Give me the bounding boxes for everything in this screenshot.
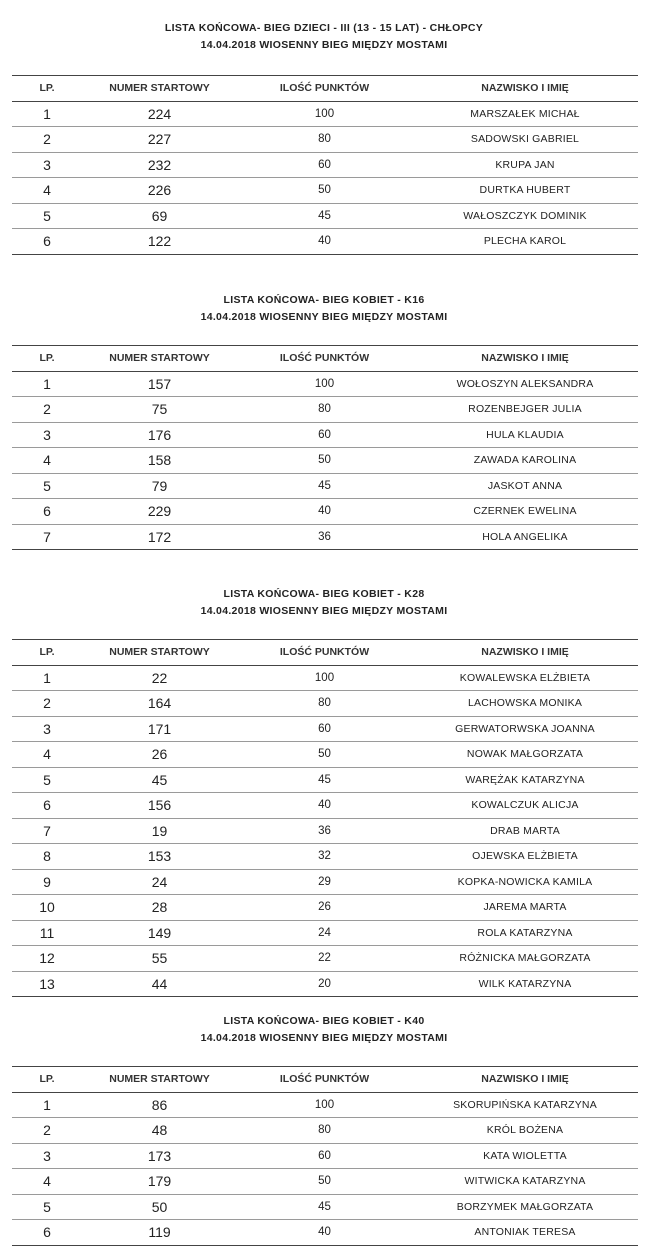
results-table [12,1066,638,1246]
points-cell: 100 [314,377,335,390]
lp-cell: 13 [39,975,55,992]
bib-number-cell: 179 [147,1173,172,1190]
bib-number-cell: 226 [147,182,172,199]
event-date-title: 14.04.2018 WIOSENNY BIEG MIĘDZY MOSTAMI [200,1032,448,1044]
lp-cell: 11 [39,924,55,941]
table-row [12,229,638,255]
event-date-title: 14.04.2018 WIOSENNY BIEG MIĘDZY MOSTAMI [200,605,448,617]
lp-cell: 6 [43,233,51,250]
lp-cell: 1 [43,105,51,122]
section-title [0,20,648,54]
header-points: ILOŚĆ PUNKTÓW [279,82,370,95]
table-header-row [12,1067,638,1093]
points-cell: 40 [318,1226,331,1239]
bib-number-cell: 44 [151,975,168,992]
points-cell: 32 [318,850,331,863]
table-row [12,895,638,921]
section-title [0,292,648,326]
bib-number-cell: 79 [151,477,168,494]
points-cell: 100 [314,1098,335,1111]
name-cell: LACHOWSKA MONIKA [467,697,583,710]
table-row [12,152,638,178]
name-cell: SKORUPIŃSKA KATARZYNA [453,1098,597,1111]
lp-cell: 2 [43,1122,51,1139]
points-cell: 80 [318,697,331,710]
name-cell: JAREMA MARTA [483,901,567,914]
bib-number-cell: 24 [151,873,168,890]
table-row [12,971,638,997]
name-cell: MARSZAŁEK MICHAŁ [470,107,580,120]
table-row [12,473,638,499]
points-cell: 50 [318,454,331,467]
bib-number-cell: 122 [147,233,172,250]
section-title [0,1013,648,1047]
bib-number-cell: 227 [147,131,172,148]
name-cell: BORZYMEK MAŁGORZATA [456,1200,594,1213]
table-row [12,448,638,474]
lp-cell: 3 [43,720,51,737]
name-cell: JASKOT ANNA [487,479,563,492]
event-date-title: 14.04.2018 WIOSENNY BIEG MIĘDZY MOSTAMI [200,311,448,323]
table-row [12,920,638,946]
table-row [12,665,638,691]
header-bib-number: NUMER STARTOWY [109,1073,210,1086]
table-row [12,178,638,204]
name-cell: RÓŻNICKA MAŁGORZATA [459,952,591,965]
lp-cell: 4 [43,1173,51,1190]
bib-number-cell: 158 [147,452,172,469]
lp-cell: 10 [39,899,55,916]
lp-cell: 2 [43,695,51,712]
name-cell: KOWALEWSKA ELŻBIETA [459,671,591,684]
points-cell: 40 [318,799,331,812]
table-row [12,499,638,525]
bib-number-cell: 19 [151,822,168,839]
table-row [12,127,638,153]
bib-number-cell: 22 [151,669,168,686]
points-cell: 60 [318,722,331,735]
header-name: NAZWISKO I IMIĘ [481,646,569,659]
lp-cell: 3 [43,1147,51,1164]
name-cell: WOŁOSZYN ALEKSANDRA [456,377,594,390]
lp-cell: 2 [43,131,51,148]
points-cell: 50 [318,748,331,761]
header-lp: LP. [39,82,55,95]
name-cell: HOLA ANGELIKA [482,530,568,543]
lp-cell: 2 [43,401,51,418]
points-cell: 40 [318,235,331,248]
points-cell: 45 [318,1200,331,1213]
table-row [12,1169,638,1195]
points-cell: 100 [314,671,335,684]
table-header-row [12,346,638,372]
name-cell: CZERNEK EWELINA [473,505,577,518]
bib-number-cell: 164 [147,695,172,712]
lp-cell: 3 [43,156,51,173]
header-lp: LP. [39,352,55,365]
points-cell: 80 [318,403,331,416]
header-bib-number: NUMER STARTOWY [109,646,210,659]
header-points: ILOŚĆ PUNKTÓW [279,1073,370,1086]
bib-number-cell: 153 [147,848,172,865]
bib-number-cell: 86 [151,1096,168,1113]
table-row [12,793,638,819]
header-lp: LP. [39,1073,55,1086]
name-cell: DURTKA HUBERT [479,184,571,197]
bib-number-cell: 45 [151,771,168,788]
points-cell: 36 [318,530,331,543]
bib-number-cell: 28 [151,899,168,916]
bib-number-cell: 55 [151,950,168,967]
bib-number-cell: 156 [147,797,172,814]
results-list-title: LISTA KOŃCOWA- BIEG KOBIET - K28 [223,588,425,600]
table-row [12,1194,638,1220]
bib-number-cell: 171 [147,720,172,737]
header-name: NAZWISKO I IMIĘ [481,82,569,95]
table-row [12,101,638,127]
table-header-row [12,76,638,102]
points-cell: 100 [314,107,335,120]
bib-number-cell: 26 [151,746,168,763]
results-list-title: LISTA KOŃCOWA- BIEG DZIECI - III (13 - 15 LAT) - CHŁOPCY [164,22,484,34]
event-date-title: 14.04.2018 WIOSENNY BIEG MIĘDZY MOSTAMI [200,39,448,51]
header-bib-number: NUMER STARTOWY [109,82,210,95]
name-cell: ANTONIAK TERESA [474,1226,576,1239]
table-row [12,1220,638,1246]
table-row [12,1143,638,1169]
name-cell: NOWAK MAŁGORZATA [466,748,584,761]
bib-number-cell: 75 [151,401,168,418]
results-list-title: LISTA KOŃCOWA- BIEG KOBIET - K16 [223,294,425,306]
table-row [12,1092,638,1118]
bib-number-cell: 172 [147,528,172,545]
name-cell: OJEWSKA ELŻBIETA [472,850,578,863]
points-cell: 45 [318,479,331,492]
lp-cell: 4 [43,452,51,469]
points-cell: 40 [318,505,331,518]
points-cell: 50 [318,184,331,197]
header-points: ILOŚĆ PUNKTÓW [279,646,370,659]
lp-cell: 1 [43,375,51,392]
bib-number-cell: 50 [151,1198,168,1215]
results-table [12,345,638,550]
bib-number-cell: 48 [151,1122,168,1139]
results-table [12,75,638,255]
table-row [12,844,638,870]
points-cell: 80 [318,133,331,146]
header-name: NAZWISKO I IMIĘ [481,352,569,365]
points-cell: 45 [318,209,331,222]
table-row [12,524,638,550]
name-cell: ZAWADA KAROLINA [473,454,577,467]
bib-number-cell: 149 [147,924,172,941]
name-cell: ROZENBEJGER JULIA [468,403,582,416]
table-row [12,422,638,448]
header-bib-number: NUMER STARTOWY [109,352,210,365]
points-cell: 60 [318,158,331,171]
lp-cell: 6 [43,797,51,814]
lp-cell: 7 [43,822,51,839]
bib-number-cell: 176 [147,426,172,443]
name-cell: KATA WIOLETTA [483,1149,567,1162]
name-cell: DRAB MARTA [490,824,560,837]
name-cell: SADOWSKI GABRIEL [470,133,580,146]
header-points: ILOŚĆ PUNKTÓW [279,352,370,365]
table-row [12,818,638,844]
name-cell: KOWALCZUK ALICJA [471,799,579,812]
lp-cell: 5 [43,477,51,494]
bib-number-cell: 224 [147,105,172,122]
name-cell: KOPKA-NOWICKA KAMILA [457,875,593,888]
table-header-row [12,640,638,666]
points-cell: 50 [318,1175,331,1188]
lp-cell: 5 [43,771,51,788]
table-row [12,1118,638,1144]
name-cell: WARĘŻAK KATARZYNA [465,773,585,786]
points-cell: 45 [318,773,331,786]
name-cell: WITWICKA KATARZYNA [464,1175,586,1188]
lp-cell: 6 [43,1224,51,1241]
name-cell: WILK KATARZYNA [478,977,572,990]
header-lp: LP. [39,646,55,659]
name-cell: PLECHA KAROL [483,235,567,248]
points-cell: 60 [318,428,331,441]
name-cell: GERWATORWSKA JOANNA [455,722,595,735]
lp-cell: 6 [43,503,51,520]
points-cell: 20 [318,977,331,990]
lp-cell: 8 [43,848,51,865]
lp-cell: 1 [43,669,51,686]
lp-cell: 4 [43,746,51,763]
lp-cell: 4 [43,182,51,199]
lp-cell: 7 [43,528,51,545]
table-row [12,716,638,742]
points-cell: 24 [318,926,331,939]
name-cell: HULA KLAUDIA [486,428,564,441]
points-cell: 22 [318,952,331,965]
table-row [12,767,638,793]
points-cell: 60 [318,1149,331,1162]
bib-number-cell: 119 [148,1224,171,1241]
header-name: NAZWISKO I IMIĘ [481,1073,569,1086]
name-cell: KRÓL BOŻENA [486,1124,564,1137]
lp-cell: 5 [43,1198,51,1215]
results-list-title: LISTA KOŃCOWA- BIEG KOBIET - K40 [223,1015,425,1027]
points-cell: 36 [318,824,331,837]
points-cell: 80 [318,1124,331,1137]
name-cell: ROLA KATARZYNA [477,926,573,939]
points-cell: 26 [318,901,331,914]
lp-cell: 1 [43,1096,51,1113]
table-row [12,371,638,397]
table-row [12,397,638,423]
lp-cell: 12 [39,950,55,967]
bib-number-cell: 69 [151,207,168,224]
results-table [12,639,638,997]
bib-number-cell: 232 [147,156,172,173]
name-cell: WAŁOSZCZYK DOMINIK [463,209,587,222]
name-cell: KRUPA JAN [495,158,555,171]
points-cell: 29 [318,875,331,888]
section-title [0,586,648,620]
lp-cell: 3 [43,426,51,443]
table-row [12,742,638,768]
bib-number-cell: 229 [147,503,172,520]
lp-cell: 5 [43,207,51,224]
table-row [12,203,638,229]
table-row [12,869,638,895]
lp-cell: 9 [43,873,51,890]
table-row [12,691,638,717]
bib-number-cell: 173 [147,1147,172,1164]
bib-number-cell: 157 [147,375,172,392]
table-row [12,946,638,972]
